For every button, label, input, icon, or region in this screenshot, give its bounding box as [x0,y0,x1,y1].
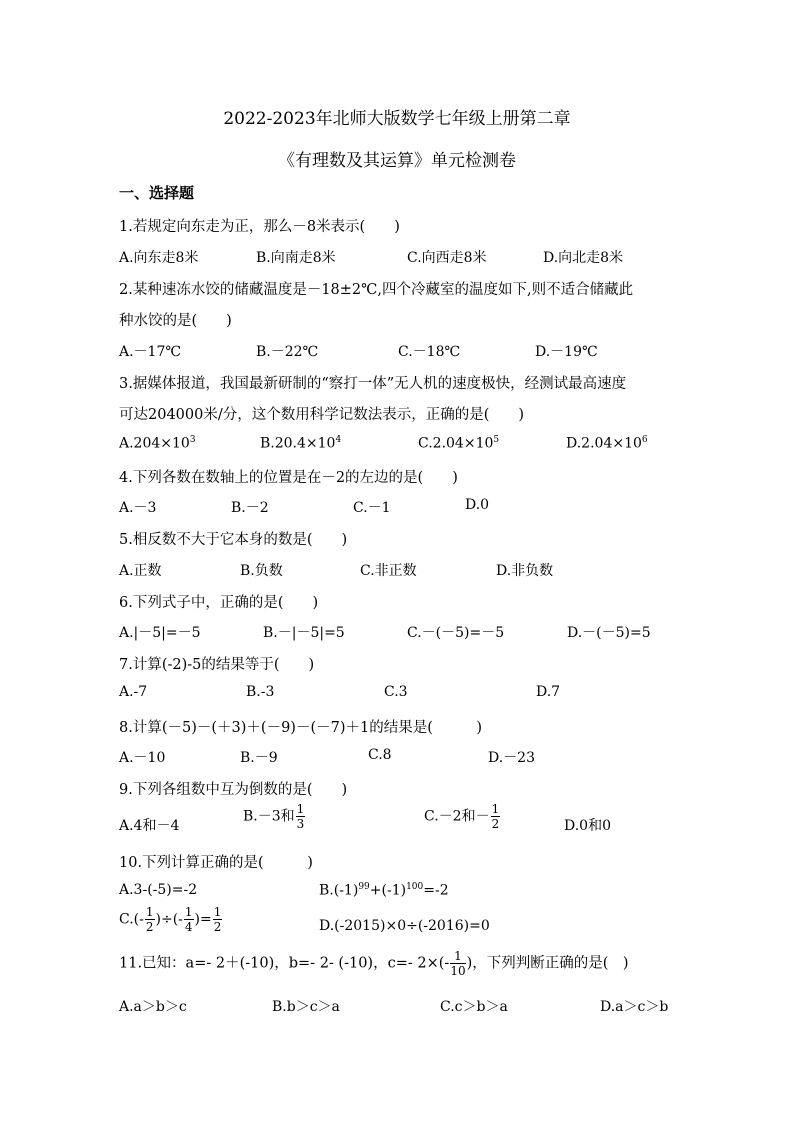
q5-option-c: C.非正数 [360,563,417,579]
q9-option-a: A.4和－4 [119,818,180,834]
q11-option-a: A.a＞b＞c [119,999,187,1015]
page-subtitle: 《有理数及其运算》单元检测卷 [278,151,516,171]
q10-option-b: $B.(-1)^{99}+(-1)^{100}=-2$ [319,882,449,899]
question-11: 11.已知：a=- 2＋(-10)，b=- 2- (-10)，c=- 2×(- $\frac{1}{10}$ )，下列判断正确的是( ) [119,949,629,978]
q6-option-d: D.－(－5)=5 [567,625,651,641]
fraction: $\frac{1}{4}$ [184,905,193,934]
question-8: 8.计算(－5)－(＋3)＋(－9)－(－7)＋1的结果是( ) [119,720,483,736]
question-6: 6.下列式子中，正确的是( ) [119,595,319,611]
question-3-line-1: 3.据媒体报道，我国最新研制的“察打一体”无人机的速度极快，经测试最高速度 [119,376,627,392]
question-5: 5.相反数不大于它本身的数是( ) [119,532,348,548]
fraction: $\frac{1}{10}$ [450,949,466,978]
q4-option-d: D.0 [465,497,490,513]
page-title: 2022-2023年北师大版数学七年级上册第二章 [223,109,571,129]
q2-option-c: C.－18℃ [398,344,461,360]
question-10: 10.下列计算正确的是( ) [119,855,313,871]
q9-option-c: C.－2和－ $\frac{1}{2}$ [424,802,500,831]
q2-option-d: D.－19℃ [535,344,598,360]
q1-option-d: D.向北走8米 [543,250,624,266]
q11-option-d: D.a＞c＞b [600,999,669,1015]
q4-option-b: B.－2 [231,500,269,516]
q10-option-a: A.3-(-5)=-2 [119,882,198,898]
q1-option-c: C.向西走8米 [407,250,487,266]
question-3-line-2: 可达204000米/分，这个数用科学记数法表示，正确的是( ) [119,407,525,423]
question-7: 7.计算(-2)-5的结果等于( ) [119,657,315,673]
q9-option-d: D.0和0 [564,818,611,834]
q8-option-b: B.－9 [240,750,278,766]
q7-option-a: A.-7 [119,684,148,700]
q4-option-a: A.－3 [119,500,157,516]
q3-option-a: $A.204\times 10^3$ [119,435,196,452]
q11-option-c: C.c＞b＞a [440,999,508,1015]
q6-option-c: C.－(－5)=－5 [407,625,505,641]
fraction: $\frac{1}{2}$ [145,905,154,934]
fraction: $\frac{1}{2}$ [491,802,500,831]
question-9: 9.下列各组数中互为倒数的是( ) [119,782,348,798]
q5-option-d: D.非负数 [496,563,554,579]
section-heading: 一、选择题 [119,184,195,202]
fraction: $\frac{1}{3}$ [296,802,305,831]
q3-option-d: $D.2.04\times 10^6$ [566,435,648,452]
question-1: 1.若规定向东走为正，那么－8米表示( ) [119,219,400,235]
q5-option-b: B.负数 [240,563,283,579]
q1-option-a: A.向东走8米 [119,250,199,266]
q9-option-b: B.－3和 $\frac{1}{3}$ [243,802,305,831]
question-2-line-2: 种水饺的是( ) [119,313,232,329]
q11-option-b: B.b＞c＞a [272,999,340,1015]
q3-option-b: $B.20.4\times 10^4$ [260,435,342,452]
q10-option-d: D.(-2015)×0÷(-2016)=0 [319,918,490,934]
question-2-line-1: 2.某种速冻水饺的储藏温度是－18±2℃,四个冷藏室的温度如下,则不适合储藏此 [119,282,634,298]
q8-option-a: A.－10 [119,750,166,766]
q8-option-c: C.8 [368,747,392,763]
q7-option-b: B.-3 [246,684,275,700]
q7-option-d: D.7 [536,684,561,700]
fraction: $\frac{1}{2}$ [213,905,222,934]
q10-option-c: C.(- $\frac{1}{2}$ )÷(- $\frac{1}{4}$ )= $\frac{1}{2}$ [119,905,222,934]
q5-option-a: A.正数 [119,563,162,579]
q4-option-c: C.－1 [353,500,391,516]
q2-option-b: B.－22℃ [256,344,319,360]
q3-option-c: $C.2.04\times 10^5$ [418,435,500,452]
q6-option-a: A.|－5|=－5 [119,625,201,641]
question-4: 4.下列各数在数轴上的位置是在－2的左边的是( ) [119,470,458,486]
q7-option-c: C.3 [384,684,408,700]
q6-option-b: B.－|－5|=5 [263,625,345,641]
q1-option-b: B.向南走8米 [256,250,336,266]
q2-option-a: A.－17℃ [119,344,182,360]
q8-option-d: D.－23 [488,750,535,766]
